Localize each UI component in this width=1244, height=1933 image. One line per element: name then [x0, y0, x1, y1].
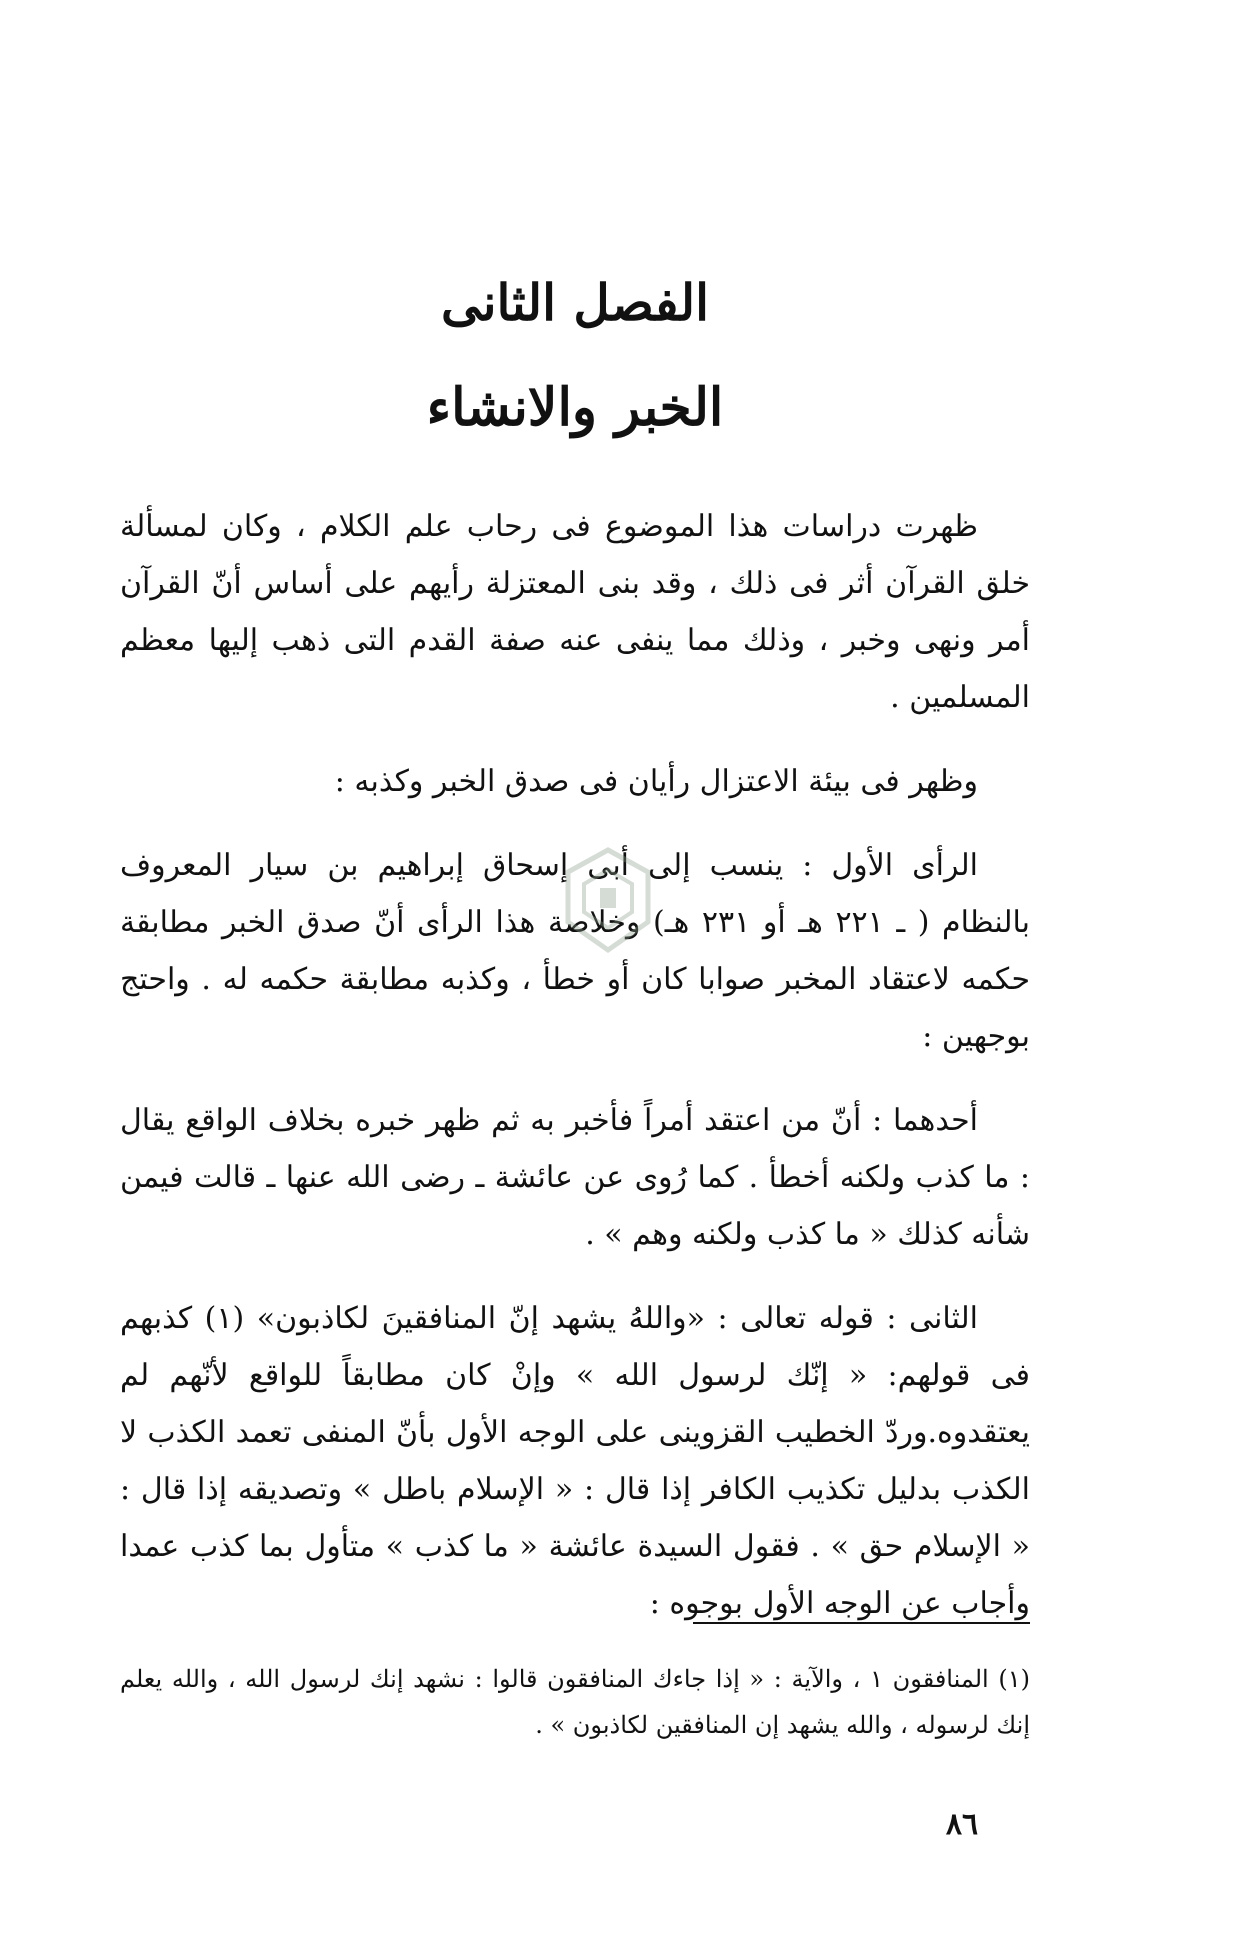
chapter-title: الفصل الثانى	[440, 273, 710, 332]
paragraph: وظهر فى بيئة الاعتزال رأيان فى صدق الخبر وكذبه :	[334, 764, 978, 799]
paragraph: الرأى الأول : ينسب إلى أبى إسحاق إبراهيم بن سيار المعروف بالنظام ( ـ ٢٢١ هـ أو ٢٣١ هـ) وخلاصة هذا الرأى أنّ صدق الخبر مطابقة حكمه لاعتقاد المخبر صوابا كان أو خطأ ، وكذبه مطابقة حكمه له . واحتج بوجهين :	[120, 848, 1031, 1054]
chapter-subtitle: الخبر والانشاء	[426, 377, 724, 438]
paragraph: ظهرت دراسات هذا الموضوع فى رحاب علم الكلام ، وكان لمسألة خلق القرآن أثر فى ذلك ، وقد بنى المعتزلة رأيهم على أساس أنّ القرآن أمر ونهى وخبر ، وذلك مما ينفى عنه صفة القدم التى ذهب إليها معظم المسلمين .	[120, 509, 1030, 715]
body-text	[120, 498, 1030, 1659]
footnote: (١) المنافقون ١ ، والآية : « إذا جاءك المنافقون قالوا : نشهد إنك لرسول الله ، والله يعلم إنك لرسوله ، والله يشهد إن المنافقين لكاذبون » .	[120, 1665, 1031, 1739]
paragraph: أحدهما : أنّ من اعتقد أمراً فأخبر به ثم ظهر خبره بخلاف الواقع يقال : ما كذب ولكنه أخطأ . كما رُوى عن عائشة ـ رضى الله عنها ـ قالت فيمن شأنه كذلك « ما كذب ولكنه وهم » .	[120, 1103, 1030, 1252]
library-watermark-stamp	[548, 842, 668, 962]
footnote-divider	[693, 1622, 1030, 1624]
footnotes	[120, 1656, 1030, 1748]
page-number: ٨٦	[945, 1807, 979, 1842]
paragraph: الثانى : قوله تعالى : «واللهُ يشهد إنّ المنافقينَ لكاذبون» (١) كذبهم فى قولهم: « إنّك لرسول الله » وإنْ كان مطابقاً للواقع لأنّهم لم يعتقدوه.وردّ الخطيب القزوينى على الوجه الأول بأنّ المنفى تعمد الكذب لا الكذب بدليل تكذيب الكافر إذا قال : « الإسلام باطل » وتصديقه إذا قال : « الإسلام حق » . فقول السيدة عائشة « ما كذب » متأول بما كذب عمدا وأجاب عن الوجه الأول بوجوه :	[120, 1301, 1030, 1621]
